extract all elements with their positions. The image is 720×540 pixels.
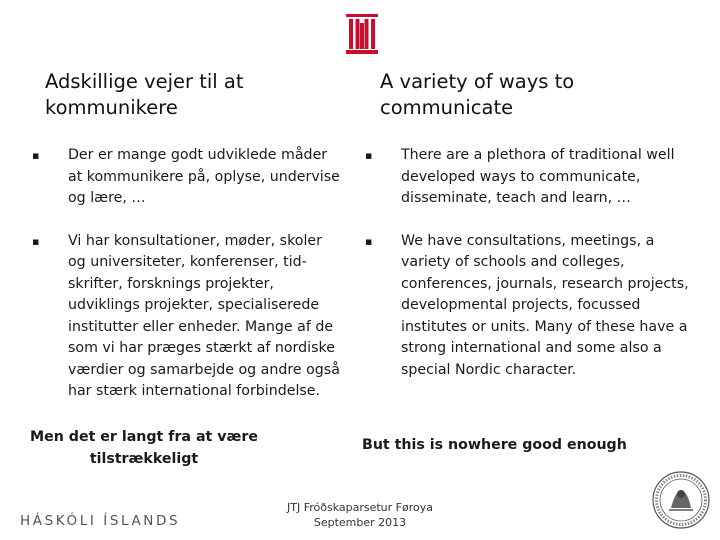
- left-conclusion: Men det er langt fra at være tilstrækkeligt: [30, 429, 258, 467]
- university-wordmark: HÁSKÓLI ÍSLANDS: [20, 513, 181, 529]
- list-item: ▪ Der er mange godt udviklede måder at kommunikere på, oplyse, undervise og lære, …: [32, 147, 340, 206]
- university-seal-icon: [651, 470, 711, 530]
- left-bullet-list: [32, 145, 342, 424]
- list-item: ▪ Vi har konsultationer, møder, skoler og universiteter, konferenser, tid-skrifter, forsknings projekter, udviklings projekter, specialiserede institutter eller enheder. Mange af de som vi har præges stærkt af nordiske værdier og samarbejde og andre også har stærk international forbindelse.: [32, 232, 340, 399]
- footer-caption: JTJ Fróðskaparsetur Føroya September 2013: [287, 501, 433, 529]
- bullet-icon: ▪: [32, 149, 40, 162]
- bullet-icon: ▪: [365, 234, 373, 248]
- right-conclusion: But this is nowhere good enough: [362, 437, 627, 453]
- bullet-icon: ▪: [365, 149, 373, 162]
- university-logo-icon: [346, 14, 378, 54]
- list-item: ▪ There are a plethora of traditional well developed ways to communicate, disseminate, teach and learn, …: [365, 147, 675, 206]
- list-item: ▪ We have consultations, meetings, a variety of schools and colleges, conferences, journals, research projects, developmental projects, focussed institutes or units. Many of these have a strong international and some also a special Nordic character.: [365, 232, 689, 378]
- left-column-title: Adskillige vejer til at kommunikere: [45, 70, 244, 119]
- right-column-title: A variety of ways to communicate: [380, 70, 575, 119]
- bullet-icon: ▪: [32, 234, 40, 248]
- right-bullet-list: [365, 145, 690, 402]
